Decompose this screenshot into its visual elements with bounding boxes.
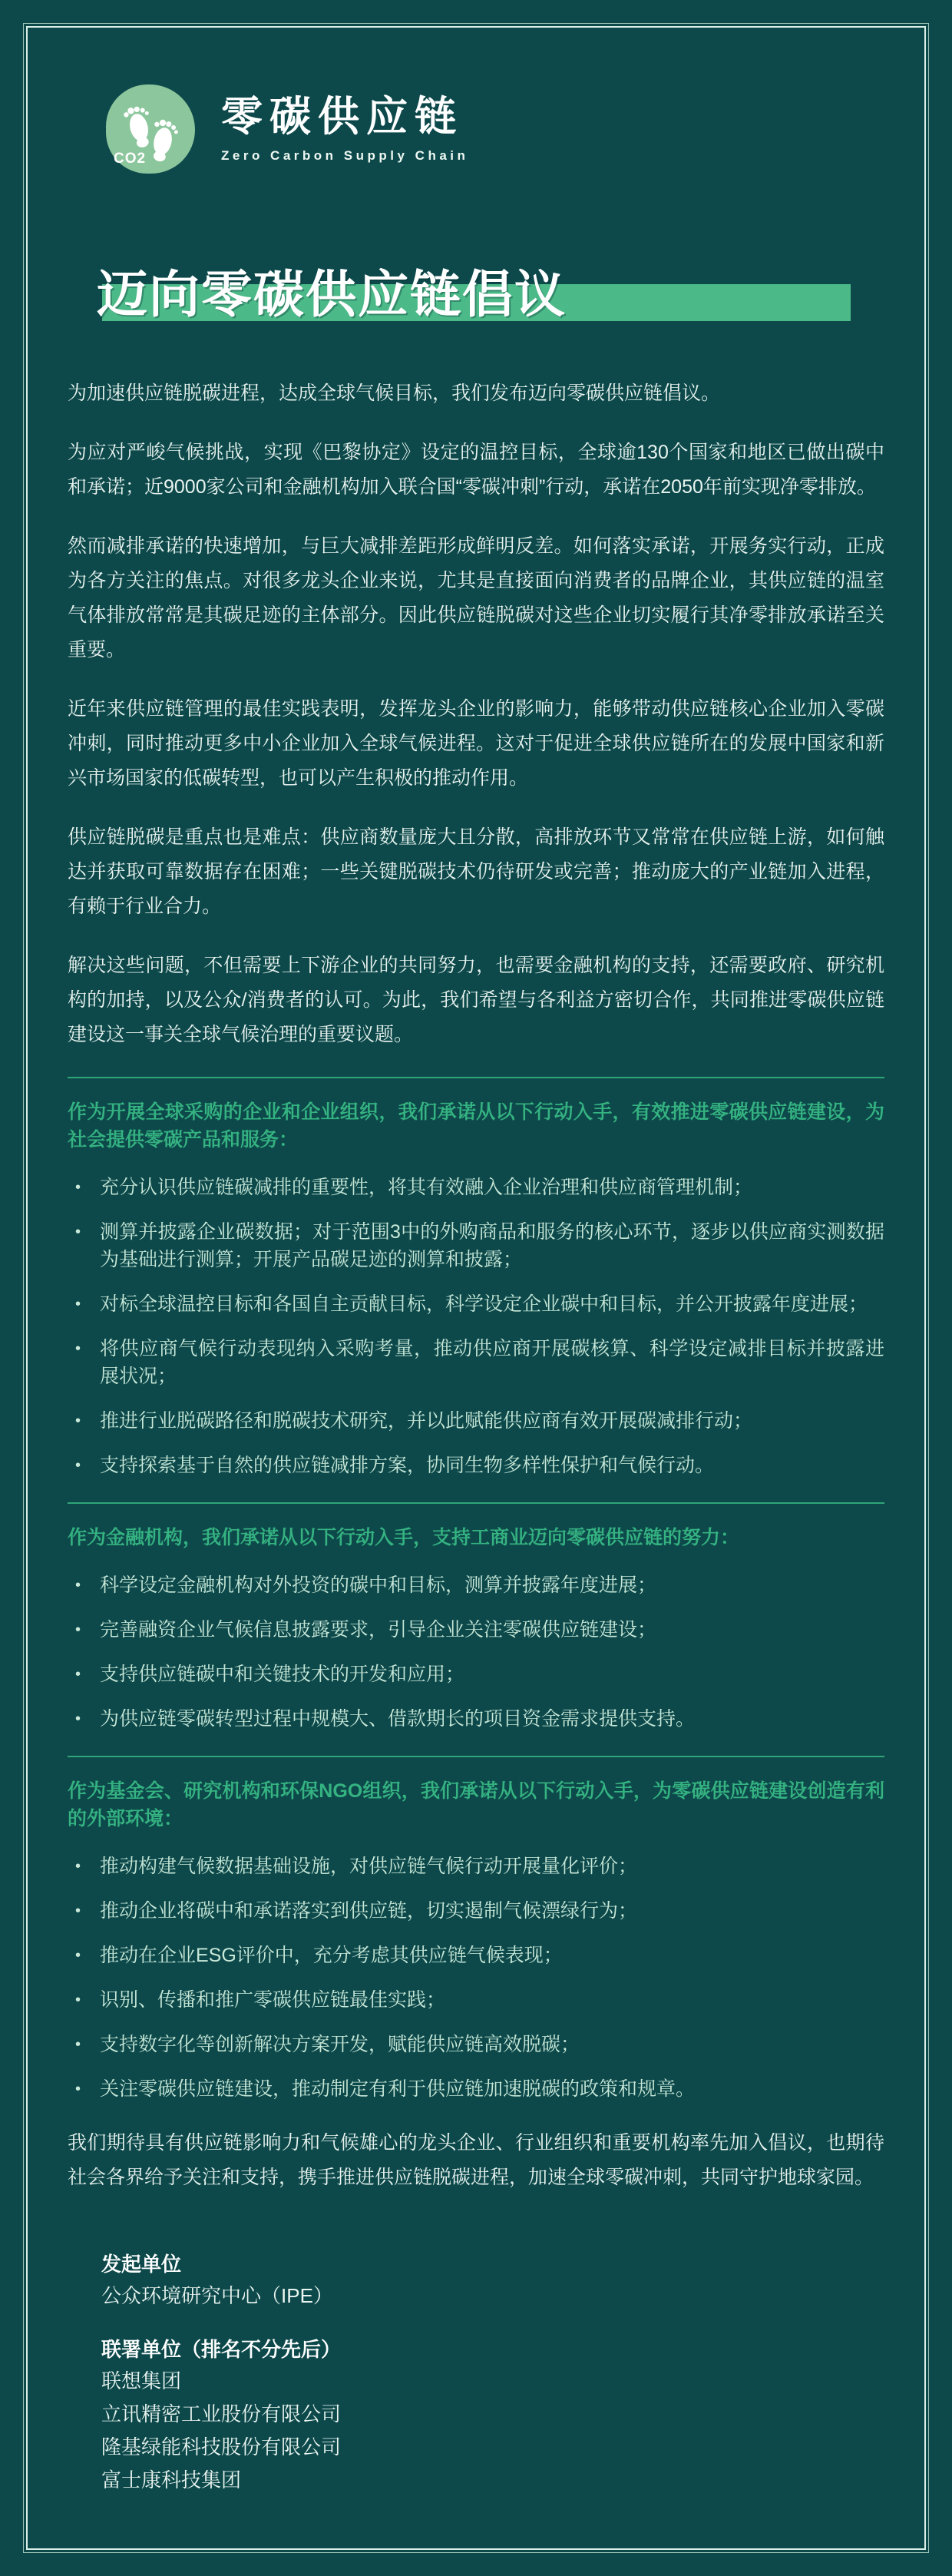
commitment-item: • 将供应商气候行动表现纳入采购考量，推动供应商开展碳核算、科学设定减排目标并披露进展状况； [68, 1335, 884, 1390]
section-purchasing-enterprises [68, 1077, 884, 1479]
intro-paragraph: 然而减排承诺的快速增加，与巨大减排差距形成鲜明反差。如何落实承诺，开展务实行动，正成为各方关注的焦点。对很多龙头企业来说，尤其是直接面向消费者的品牌企业，其供应链的温室气体排放常常是其碳足迹的主体部分。因此供应链脱碳对这些企业切实履行其净零排放承诺至关重要。 [68, 535, 884, 661]
signatory-name: 隆基绿能科技股份有限公司 [101, 2435, 342, 2458]
section-heading: 作为开展全球采购的企业和企业组织，我们承诺从以下行动入手，有效推进零碳供应链建设，为社会提供零碳产品和服务： [68, 1101, 884, 1151]
commitment-item: • 支持探索基于自然的供应链减排方案，协同生物多样性保护和气候行动。 [68, 1452, 884, 1479]
signatories-label: 联署单位（排名不分先后） [101, 2338, 342, 2361]
commitment-item: • 支持供应链碳中和关键技术的开发和应用； [68, 1660, 884, 1688]
intro-paragraph: 解决这些问题，不但需要上下游企业的共同努力，也需要金融机构的支持，还需要政府、研究机构的加持，以及公众/消费者的认可。为此，我们希望与各利益方密切合作，共同推进零碳供应链建设这一事关全球气候治理的重要议题。 [68, 955, 884, 1045]
section-divider [68, 1502, 884, 1504]
intro-paragraph: 为应对严峻气候挑战，实现《巴黎协定》设定的温控目标，全球逾130个国家和地区已做出碳中和承诺；近9000家公司和金融机构加入联合国“零碳冲刺”行动，承诺在2050年前实现净零排放。 [68, 442, 884, 498]
commitment-item: • 推动构建气候数据基础设施，对供应链气候行动开展量化评价； [68, 1853, 884, 1880]
footer-spacer [101, 2313, 884, 2334]
poster-footer [101, 2249, 884, 2497]
section-financial-institutions [68, 1502, 884, 1733]
commitment-list [68, 1174, 884, 1479]
intro-paragraph: 为加速供应链脱碳进程，达成全球气候目标，我们发布迈向零碳供应链倡议。 [68, 382, 721, 404]
commitment-item: • 科学设定金融机构对外投资的碳中和目标，测算并披露年度进展； [68, 1571, 884, 1599]
signatory-name: 富士康科技集团 [101, 2468, 242, 2492]
commitment-item: • 关注零碳供应链建设，推动制定有利于供应链加速脱碳的政策和规章。 [68, 2075, 884, 2103]
logo-name-cn: 零碳供应链 [221, 94, 463, 141]
page-title-block [68, 241, 884, 321]
intro-paragraph: 近年来供应链管理的最佳实践表明，发挥龙头企业的影响力，能够带动供应链核心企业加入零碳冲刺，同时推动更多中小企业加入全球气候进程。这对于促进全球供应链所在的发展中国家和新兴市场国家的低碳转型，也可以产生积极的推动作用。 [68, 698, 884, 789]
commitment-item: • 推动企业将碳中和承诺落实到供应链，切实遏制气候漂绿行为； [68, 1897, 884, 1925]
commitment-list [68, 1571, 884, 1733]
page-title: 迈向零碳供应链倡议 [97, 266, 567, 323]
section-heading: 作为基金会、研究机构和环保NGO组织，我们承诺从以下行动入手，为零碳供应链建设创造有利的外部环境： [68, 1780, 884, 1829]
commitment-item: • 对标全球温控目标和各国自主贡献目标，科学设定企业碳中和目标，并公开披露年度进展； [68, 1290, 884, 1318]
section-divider [68, 1756, 884, 1757]
commitment-item: • 推进行业脱碳路径和脱碳技术研究，并以此赋能供应商有效开展碳减排行动； [68, 1407, 884, 1435]
logo-wordmark [221, 94, 468, 163]
closing-paragraph: 我们期待具有供应链影响力和气候雄心的龙头企业、行业组织和重要机构率先加入倡议，也期待社会各界给予关注和支持，携手推进供应链脱碳进程，加速全球零碳冲刺，共同守护地球家园。 [68, 2132, 884, 2188]
footprint-logo-icon [106, 84, 195, 174]
section-ngo-research [68, 1756, 884, 2103]
commitment-list [68, 1853, 884, 2103]
initiator-label: 发起单位 [101, 2253, 182, 2276]
commitment-item: • 支持数字化等创新解决方案开发，赋能供应链高效脱碳； [68, 2031, 884, 2058]
commitment-item: • 识别、传播和推广零碳供应链最佳实践； [68, 1986, 884, 2014]
commitment-item: • 测算并披露企业碳数据；对于范围3中的外购商品和服务的核心环节，逐步以供应商实测数据为基础进行测算；开展产品碳足迹的测算和披露； [68, 1218, 884, 1273]
logo-name-en: Zero Carbon Supply Chain [221, 147, 469, 163]
co2-badge-label: CO2 [114, 151, 147, 167]
signatory-name: 立讯精密工业股份有限公司 [101, 2402, 342, 2425]
initiator-name: 公众环境研究中心（IPE） [101, 2284, 333, 2307]
signatory-name: 联想集团 [101, 2369, 182, 2392]
intro-paragraph: 供应链脱碳是重点也是难点：供应商数量庞大且分散，高排放环节又常常在供应链上游，如何触达并获取可靠数据存在困难；一些关键脱碳技术仍待研发或完善；推动庞大的产业链加入进程，有赖于行业合力。 [68, 826, 884, 917]
commitment-item: • 为供应链零碳转型过程中规模大、借款期长的项目资金需求提供支持。 [68, 1705, 884, 1733]
commitment-item: • 充分认识供应链碳减排的重要性，将其有效融入企业治理和供应商管理机制； [68, 1174, 884, 1201]
section-heading: 作为金融机构，我们承诺从以下行动入手，支持工商业迈向零碳供应链的努力： [68, 1527, 740, 1548]
commitment-item: • 完善融资企业气候信息披露要求，引导企业关注零碳供应链建设； [68, 1616, 884, 1644]
logo-header [106, 84, 884, 174]
section-divider [68, 1077, 884, 1078]
commitment-item: • 推动在企业ESG评价中，充分考虑其供应链气候表现； [68, 1942, 884, 1969]
